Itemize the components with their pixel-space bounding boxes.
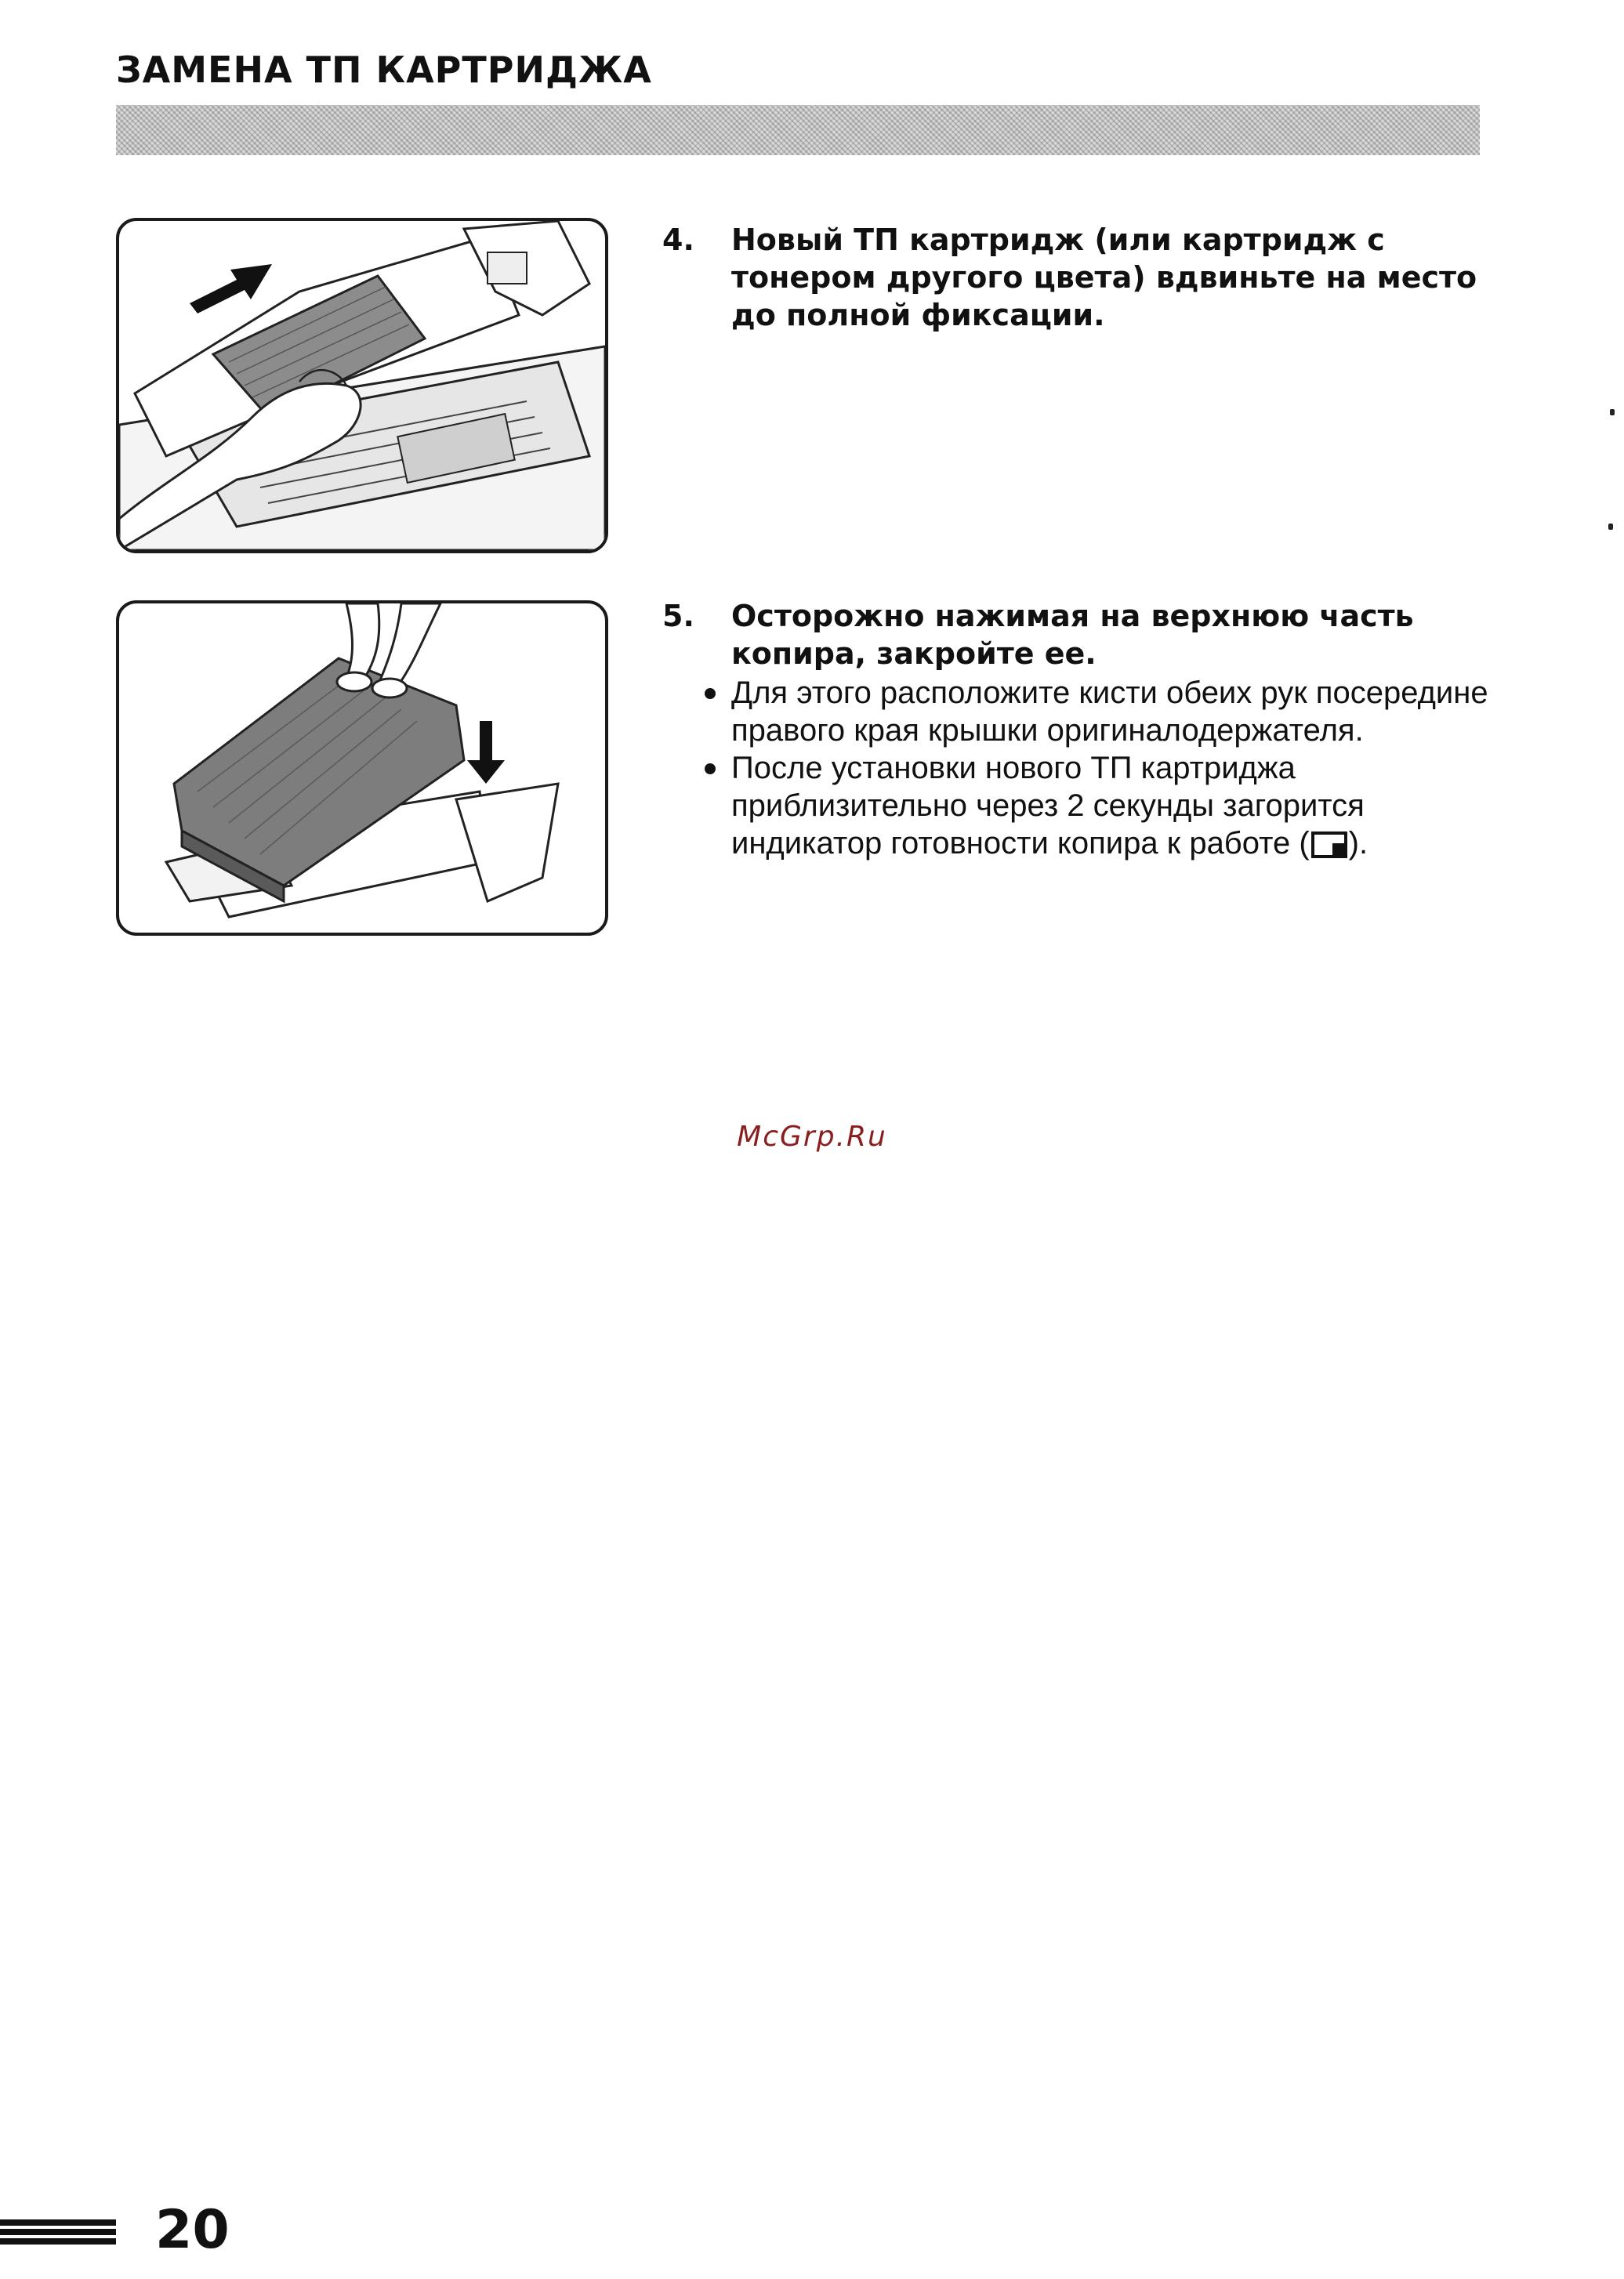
bullet-item [705,749,1488,862]
scan-speck [1608,524,1613,530]
ready-indicator-icon [1311,832,1347,858]
arrow-right-icon [190,264,272,313]
step-4 [662,221,1509,334]
step-heading: Новый ТП картридж (или картридж с тонером другого цвета) вдвиньте на место до полной фиксации. [731,223,1477,332]
bullet-icon [705,688,716,699]
bullet-text: Для этого расположите кисти обеих рук посередине правого края крышки оригиналодержателя. [731,676,1488,748]
bullet-text-end: ). [1348,826,1368,861]
figure-insert-cartridge [116,218,608,553]
bullet-icon [705,763,716,774]
step-number: 4. [662,223,694,257]
step-number: 5. [662,599,694,633]
bullet-text: После установки нового ТП картриджа приблизительно через 2 секунды загорится индикатор готовности копира к работе ( [731,751,1365,861]
illustration-close-copier [119,603,605,933]
section-title: ЗАМЕНА ТП КАРТРИДЖА [116,49,652,91]
figure-close-copier [116,600,608,936]
step-bullets [705,674,1488,862]
arrow-down-icon [467,721,505,784]
scan-speck [1610,409,1615,415]
step-heading: Осторожно нажимая на верхнюю часть копира, закройте ее. [731,599,1414,671]
page-rules [0,2216,116,2248]
step-5 [662,597,1509,862]
title-band [116,105,1480,155]
bullet-item [705,674,1488,749]
watermark: McGrp.Ru [737,1121,887,1153]
illustration-insert-cartridge [119,221,605,550]
page-number: 20 [155,2199,230,2261]
